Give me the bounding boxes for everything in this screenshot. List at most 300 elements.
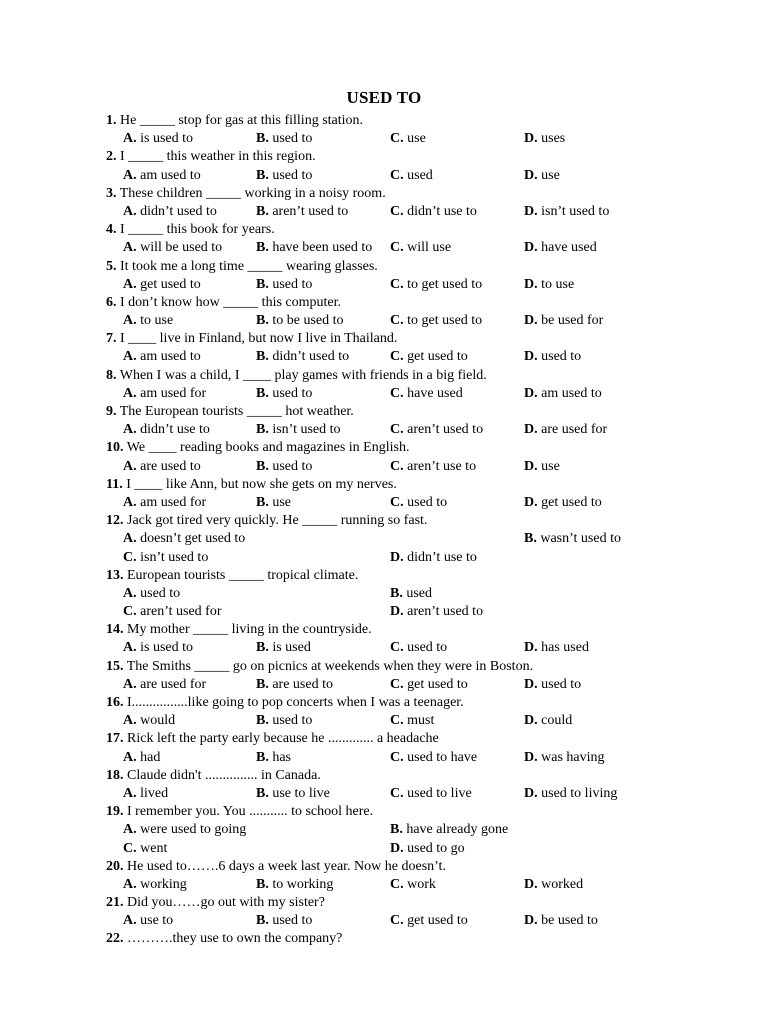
option-text: use: [268, 494, 292, 510]
option-letter: A.: [123, 876, 137, 892]
option-letter: D.: [524, 131, 538, 147]
option-text: to working: [268, 876, 334, 892]
question-text: [106, 512, 427, 530]
answer-option: [123, 458, 201, 476]
answer-option: [256, 348, 349, 366]
options-row: [0, 348, 768, 366]
option-text: are used to: [136, 458, 201, 474]
option-text: were used to going: [136, 822, 247, 838]
answer-option: [123, 549, 208, 567]
answer-option: [123, 312, 173, 330]
options-row: [0, 840, 768, 858]
answer-option: [524, 639, 589, 657]
option-letter: A.: [123, 276, 137, 292]
option-text: are used for: [537, 422, 608, 438]
option-letter: B.: [256, 713, 269, 729]
question-body: We ____ reading books and magazines in English.: [123, 440, 410, 456]
answer-option: [390, 385, 463, 403]
option-text: was having: [537, 749, 605, 765]
option-text: aren’t used to: [403, 604, 484, 620]
answer-option: [123, 530, 245, 548]
option-letter: A.: [123, 458, 137, 474]
option-letter: B.: [390, 822, 403, 838]
option-letter: C.: [390, 676, 404, 692]
options-row: [0, 749, 768, 767]
answer-option: [390, 749, 477, 767]
option-letter: A.: [123, 640, 137, 656]
answer-option: [524, 348, 581, 366]
answer-option: [390, 785, 472, 803]
answer-option: [256, 167, 312, 185]
option-letter: C.: [390, 349, 404, 365]
question-number: 18.: [106, 767, 124, 783]
question-number: 3.: [106, 185, 117, 201]
answer-option: [524, 876, 583, 894]
question-text: [106, 694, 464, 712]
option-letter: D.: [390, 840, 404, 856]
answer-option: [524, 494, 602, 512]
option-text: used to: [268, 167, 313, 183]
answer-option: [390, 312, 482, 330]
answer-option: [524, 239, 597, 257]
answer-option: [524, 712, 572, 730]
options-row: [0, 912, 768, 930]
answer-option: [123, 840, 167, 858]
option-letter: A.: [123, 203, 137, 219]
answer-option: [256, 312, 344, 330]
option-text: am used to: [537, 385, 602, 401]
answer-option: [123, 494, 206, 512]
option-letter: B.: [256, 276, 269, 292]
option-letter: A.: [123, 313, 137, 329]
option-text: have already gone: [402, 822, 509, 838]
option-letter: A.: [123, 385, 137, 401]
question-body: He used to…….6 days a week last year. Now he doesn’t.: [123, 858, 446, 874]
option-letter: D.: [524, 422, 538, 438]
question-number: 11.: [106, 476, 123, 492]
options-row: [0, 458, 768, 476]
question-text: [106, 803, 373, 821]
option-text: worked: [537, 876, 584, 892]
question-body: He _____ stop for gas at this filling station.: [116, 113, 364, 128]
answer-option: [524, 167, 560, 185]
answer-option: [123, 821, 246, 839]
question-text: [106, 403, 354, 421]
option-text: get used to: [403, 676, 468, 692]
question-row: [0, 894, 768, 912]
option-text: to use: [537, 276, 575, 292]
question-row: [0, 930, 768, 948]
answer-option: [524, 785, 617, 803]
option-text: used to: [403, 640, 448, 656]
answer-option: [256, 676, 333, 694]
question-text: [106, 658, 533, 676]
answer-option: [390, 348, 468, 366]
option-text: wasn’t used to: [536, 531, 621, 547]
option-text: to use: [136, 313, 174, 329]
question-row: [0, 185, 768, 203]
option-letter: C.: [390, 876, 404, 892]
option-letter: B.: [256, 876, 269, 892]
option-letter: A.: [123, 531, 137, 547]
option-text: is used to: [136, 640, 194, 656]
option-text: have been used to: [268, 240, 373, 256]
option-letter: A.: [123, 676, 137, 692]
option-text: could: [537, 713, 573, 729]
option-letter: D.: [524, 203, 538, 219]
answer-option: [390, 676, 468, 694]
option-text: used to: [403, 494, 448, 510]
question-number: 13.: [106, 567, 124, 583]
option-letter: D.: [524, 876, 538, 892]
question-row: [0, 294, 768, 312]
option-letter: D.: [524, 676, 538, 692]
option-letter: C.: [390, 713, 404, 729]
question-body: I ____ live in Finland, but now I live in Thailand.: [116, 331, 398, 347]
question-row: [0, 476, 768, 494]
option-text: working: [136, 876, 187, 892]
question-row: [0, 512, 768, 530]
option-letter: D.: [524, 385, 538, 401]
option-letter: C.: [390, 640, 404, 656]
options-row: [0, 385, 768, 403]
option-letter: B.: [256, 203, 269, 219]
option-letter: A.: [123, 785, 137, 801]
option-text: use: [537, 167, 560, 183]
answer-option: [524, 912, 598, 930]
question-body: Rick left the party early because he ............. a headache: [123, 731, 439, 747]
question-body: Did you……go out with my sister?: [123, 895, 325, 911]
answer-option: [524, 676, 581, 694]
answer-option: [524, 385, 602, 403]
question-number: 7.: [106, 331, 117, 347]
question-number: 21.: [106, 895, 124, 911]
answer-option: [524, 312, 603, 330]
question-number: 8.: [106, 367, 117, 383]
answer-option: [123, 348, 201, 366]
question-text: [106, 330, 397, 348]
option-letter: C.: [390, 749, 404, 765]
question-number: 19.: [106, 804, 124, 820]
question-body: European tourists _____ tropical climate.: [123, 567, 359, 583]
question-row: [0, 258, 768, 276]
question-number: 2.: [106, 149, 117, 165]
options-row: [0, 130, 768, 148]
answer-option: [123, 712, 175, 730]
option-text: will be used to: [136, 240, 223, 256]
question-row: [0, 567, 768, 585]
option-letter: A.: [123, 749, 137, 765]
option-letter: A.: [123, 494, 137, 510]
question-number: 12.: [106, 513, 124, 529]
option-text: used: [403, 167, 433, 183]
option-text: are used to: [268, 676, 333, 692]
answer-option: [256, 912, 312, 930]
options-row: [0, 494, 768, 512]
option-text: has: [268, 749, 292, 765]
question-body: The Smiths _____ go on picnics at weekends when they were in Boston.: [123, 658, 534, 674]
option-text: lived: [136, 785, 169, 801]
option-letter: A.: [123, 713, 137, 729]
option-text: used to: [268, 913, 313, 929]
option-text: is used: [268, 640, 311, 656]
option-letter: B.: [256, 422, 269, 438]
answer-option: [123, 130, 193, 148]
answer-option: [390, 421, 483, 439]
option-text: used to go: [403, 840, 465, 856]
option-letter: A.: [123, 240, 137, 256]
question-number: 5.: [106, 258, 117, 274]
option-text: used to have: [403, 749, 478, 765]
options-row: [0, 639, 768, 657]
option-letter: C.: [123, 840, 137, 856]
option-letter: C.: [390, 313, 404, 329]
option-text: would: [136, 713, 176, 729]
option-letter: B.: [524, 531, 537, 547]
option-letter: B.: [256, 240, 269, 256]
answer-option: [524, 276, 574, 294]
question-text: [106, 930, 342, 948]
option-letter: D.: [524, 276, 538, 292]
option-letter: B.: [256, 785, 269, 801]
question-text: [106, 439, 409, 457]
options-row: [0, 603, 768, 621]
answer-option: [256, 203, 348, 221]
option-letter: C.: [123, 604, 137, 620]
option-text: get used to: [403, 349, 468, 365]
question-text: [106, 185, 386, 203]
option-letter: D.: [390, 549, 404, 565]
option-text: doesn’t get used to: [136, 531, 246, 547]
option-letter: B.: [256, 313, 269, 329]
page-title: USED TO: [346, 88, 422, 107]
options-row: [0, 312, 768, 330]
option-letter: A.: [123, 585, 137, 601]
option-text: to be used to: [268, 313, 344, 329]
answer-option: [524, 458, 560, 476]
option-letter: B.: [256, 167, 269, 183]
option-letter: C.: [390, 131, 404, 147]
answer-option: [256, 876, 333, 894]
option-text: use to: [136, 913, 174, 929]
answer-option: [123, 676, 206, 694]
question-text: [106, 767, 321, 785]
option-text: used to: [136, 585, 181, 601]
option-text: went: [136, 840, 168, 856]
option-letter: C.: [390, 203, 404, 219]
options-row: [0, 585, 768, 603]
option-text: aren’t use to: [403, 458, 477, 474]
option-text: had: [136, 749, 161, 765]
option-text: have used: [403, 385, 463, 401]
answer-option: [123, 385, 206, 403]
option-letter: D.: [524, 713, 538, 729]
option-text: am used for: [136, 385, 207, 401]
option-letter: B.: [256, 676, 269, 692]
option-text: aren’t used for: [136, 604, 222, 620]
answer-option: [524, 749, 605, 767]
option-text: has used: [537, 640, 589, 656]
option-text: get used to: [403, 913, 468, 929]
option-letter: B.: [256, 640, 269, 656]
option-text: will use: [403, 240, 452, 256]
question-text: [106, 476, 397, 494]
option-text: didn’t use to: [403, 549, 477, 565]
option-letter: C.: [390, 785, 404, 801]
answer-option: [123, 639, 193, 657]
option-text: work: [403, 876, 436, 892]
question-body: I remember you. You ........... to school here.: [123, 804, 374, 820]
answer-option: [123, 167, 201, 185]
option-letter: A.: [123, 422, 137, 438]
option-text: isn’t used to: [136, 549, 209, 565]
question-body: The European tourists _____ hot weather.: [116, 404, 354, 419]
option-text: is used to: [136, 131, 194, 147]
option-letter: C.: [390, 494, 404, 510]
answer-option: [390, 458, 476, 476]
options-row: [0, 821, 768, 839]
options-row: [0, 239, 768, 257]
option-letter: C.: [390, 385, 404, 401]
question-body: These children _____ working in a noisy room.: [116, 185, 386, 201]
option-letter: D.: [524, 494, 538, 510]
answer-option: [256, 494, 291, 512]
answer-option: [390, 603, 483, 621]
answer-option: [256, 639, 311, 657]
answer-option: [390, 840, 465, 858]
options-row: [0, 785, 768, 803]
answer-option: [256, 785, 330, 803]
option-letter: D.: [524, 240, 538, 256]
answer-option: [123, 603, 222, 621]
option-text: get used to: [537, 494, 602, 510]
option-letter: D.: [524, 349, 538, 365]
question-number: 1.: [106, 113, 117, 128]
option-text: used to living: [537, 785, 618, 801]
option-text: use: [537, 458, 560, 474]
option-letter: A.: [123, 349, 137, 365]
answer-option: [123, 749, 160, 767]
option-text: be used for: [537, 313, 604, 329]
question-body: When I was a child, I ____ play games with friends in a big field.: [116, 367, 487, 383]
answer-option: [123, 421, 210, 439]
option-text: are used for: [136, 676, 207, 692]
question-row: [0, 112, 768, 130]
answer-option: [524, 530, 621, 548]
answer-option: [390, 639, 447, 657]
question-body: I _____ this weather in this region.: [116, 149, 316, 165]
answer-option: [390, 912, 468, 930]
option-letter: C.: [390, 913, 404, 929]
question-row: [0, 439, 768, 457]
question-row: [0, 730, 768, 748]
question-text: [106, 148, 316, 166]
option-letter: B.: [256, 913, 269, 929]
question-list: [0, 112, 768, 949]
option-text: used to live: [403, 785, 472, 801]
option-text: uses: [537, 131, 566, 147]
answer-option: [390, 494, 447, 512]
question-body: Claude didn't ............... in Canada.: [123, 767, 321, 783]
answer-option: [123, 585, 180, 603]
answer-option: [256, 712, 312, 730]
question-row: [0, 621, 768, 639]
answer-option: [524, 130, 565, 148]
option-text: didn’t used to: [268, 349, 350, 365]
option-text: used to: [537, 676, 582, 692]
question-row: [0, 858, 768, 876]
question-number: 20.: [106, 858, 124, 874]
answer-option: [256, 276, 312, 294]
option-text: didn’t use to: [136, 422, 210, 438]
question-row: [0, 803, 768, 821]
option-text: use: [403, 131, 426, 147]
question-body: My mother _____ living in the countryside.: [123, 622, 372, 638]
answer-option: [123, 239, 222, 257]
answer-option: [390, 239, 451, 257]
question-text: [106, 858, 446, 876]
options-row: [0, 549, 768, 567]
option-letter: C.: [390, 458, 404, 474]
option-text: am used for: [136, 494, 207, 510]
option-text: didn’t use to: [403, 203, 477, 219]
answer-option: [256, 239, 372, 257]
question-body: Jack got tired very quickly. He _____ running so fast.: [123, 513, 428, 529]
option-text: to get used to: [403, 276, 483, 292]
option-letter: C.: [123, 549, 137, 565]
option-letter: D.: [524, 167, 538, 183]
question-row: [0, 767, 768, 785]
option-text: must: [403, 713, 435, 729]
options-row: [0, 876, 768, 894]
option-letter: B.: [390, 585, 403, 601]
option-letter: C.: [390, 276, 404, 292]
option-letter: B.: [256, 131, 269, 147]
option-letter: A.: [123, 913, 137, 929]
question-text: [106, 294, 341, 312]
option-text: get used to: [136, 276, 201, 292]
option-text: didn’t used to: [136, 203, 217, 219]
option-text: used to: [268, 276, 313, 292]
option-letter: D.: [524, 785, 538, 801]
option-text: used: [402, 585, 433, 601]
question-row: [0, 330, 768, 348]
option-text: used to: [268, 131, 313, 147]
question-text: [106, 730, 439, 748]
question-body: It took me a long time _____ wearing glasses.: [116, 258, 378, 274]
option-letter: B.: [256, 385, 269, 401]
question-number: 9.: [106, 404, 117, 419]
option-letter: B.: [256, 494, 269, 510]
options-row: [0, 530, 768, 548]
answer-option: [390, 167, 433, 185]
question-number: 16.: [106, 695, 124, 710]
question-row: [0, 694, 768, 712]
answer-option: [390, 549, 477, 567]
question-row: [0, 221, 768, 239]
answer-option: [123, 276, 201, 294]
options-row: [0, 167, 768, 185]
option-letter: D.: [524, 749, 538, 765]
option-text: used to: [268, 713, 313, 729]
option-letter: A.: [123, 822, 137, 838]
question-number: 4.: [106, 222, 117, 238]
question-text: [106, 621, 372, 639]
answer-option: [256, 385, 312, 403]
answer-option: [390, 712, 434, 730]
question-number: 22.: [106, 931, 124, 947]
answer-option: [256, 130, 312, 148]
